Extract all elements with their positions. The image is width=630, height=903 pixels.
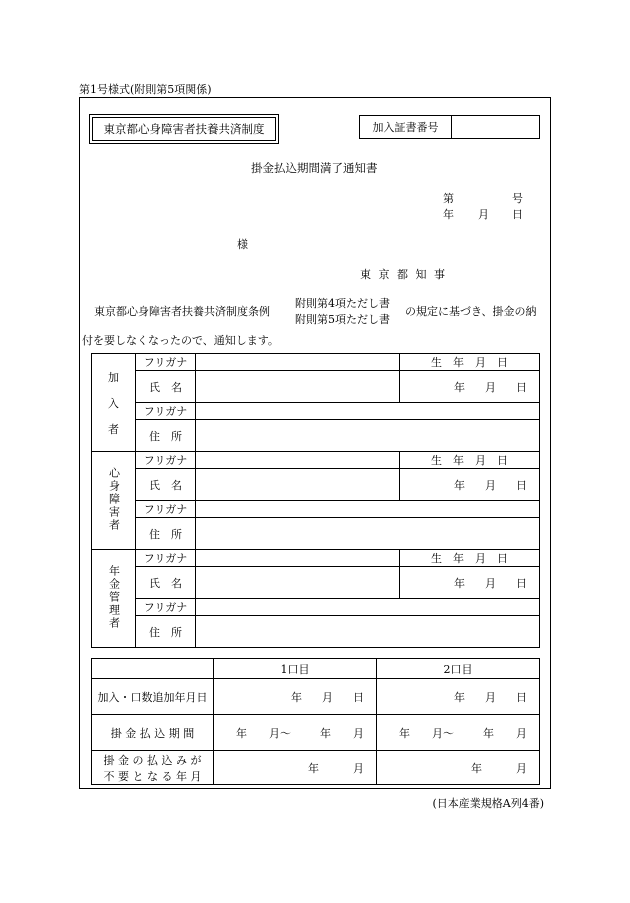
name-field[interactable] — [196, 567, 400, 599]
program-title: 東京都心身障害者扶養共済制度 — [92, 117, 276, 141]
furigana-field[interactable] — [196, 599, 540, 616]
subscriber-char-3: 者 — [108, 422, 119, 436]
m-label: 月 — [485, 478, 496, 492]
furigana-label: フリガナ — [136, 452, 196, 469]
furigana-label: フリガナ — [136, 550, 196, 567]
y-label: 年 — [454, 478, 465, 492]
furigana-field[interactable] — [196, 403, 540, 420]
furigana-field[interactable] — [196, 354, 400, 371]
m-label: 月 — [516, 761, 527, 775]
d-label: 日 — [516, 576, 527, 590]
subscriber-char-1: 加 — [108, 370, 119, 384]
body-tail1: の規定に基づき、掛金の納 — [405, 305, 537, 318]
issue-date-day: 日 — [512, 208, 523, 221]
footer-note: (日本産業規格A列4番) — [432, 797, 544, 810]
payment-period-1[interactable] — [214, 715, 377, 751]
furigana-label: フリガナ — [136, 599, 196, 616]
address-label: 住 所 — [136, 616, 196, 648]
furigana-field[interactable] — [196, 550, 400, 567]
issue-date-month: 月 — [478, 208, 489, 221]
period-from: 年 月～ — [236, 726, 291, 740]
period-to: 年 月 — [320, 726, 364, 740]
end-month-1[interactable] — [214, 751, 377, 785]
m-label: 月 — [485, 380, 496, 394]
name-field[interactable] — [196, 469, 400, 501]
furigana-label: フリガナ — [136, 403, 196, 420]
doc-number-dai: 第 — [443, 192, 454, 205]
address-label: 住 所 — [136, 518, 196, 550]
d-label: 日 — [516, 380, 527, 394]
furigana-label: フリガナ — [136, 354, 196, 371]
issue-date-year: 年 — [443, 208, 454, 221]
name-label: 氏 名 — [136, 567, 196, 599]
form-number: 第1号様式(附則第5項関係) — [79, 83, 212, 96]
d-label: 日 — [516, 690, 527, 704]
section-label-pension-manager — [92, 550, 136, 648]
info-table — [91, 353, 540, 648]
payment-header-blank — [92, 659, 214, 679]
doc-number-go: 号 — [512, 192, 523, 205]
addressee-suffix: 様 — [237, 238, 248, 251]
payment-table — [91, 658, 540, 785]
m-label: 月 — [485, 690, 496, 704]
period-from: 年 月～ — [399, 726, 454, 740]
birthdate-field[interactable] — [400, 371, 540, 403]
name-label: 氏 名 — [136, 469, 196, 501]
d-label: 日 — [353, 690, 364, 704]
issuer: 東 京 都 知 事 — [360, 268, 447, 281]
join-date-1[interactable] — [214, 679, 377, 715]
body-tail2: 付を要しなくなったので、通知します。 — [82, 334, 279, 347]
body-ordinance: 東京都心身障害者扶養共済制度条例 — [94, 305, 270, 318]
birthdate-label: 生 年 月 日 — [400, 550, 540, 567]
y-label: 年 — [454, 690, 465, 704]
document-title: 掛金払込期間満了通知書 — [251, 161, 378, 175]
section-label-disabled — [92, 452, 136, 550]
row-end-month-label — [92, 751, 214, 785]
disabled-label: 心身障害者 — [107, 466, 121, 532]
pension-manager-label: 年金管理者 — [107, 564, 121, 630]
certificate-number-box — [359, 115, 540, 139]
program-title-box — [89, 114, 279, 144]
birthdate-label: 生 年 月 日 — [400, 354, 540, 371]
address-label: 住 所 — [136, 420, 196, 452]
birthdate-label: 生 年 月 日 — [400, 452, 540, 469]
m-label: 月 — [322, 690, 333, 704]
birthdate-field[interactable] — [400, 469, 540, 501]
y-label: 年 — [471, 761, 482, 775]
name-label: 氏 名 — [136, 371, 196, 403]
col-second-unit: 2口目 — [377, 659, 540, 679]
y-label: 年 — [291, 690, 302, 704]
furigana-field[interactable] — [196, 501, 540, 518]
payment-period-2[interactable] — [377, 715, 540, 751]
y-label: 年 — [454, 380, 465, 394]
end-month-2[interactable] — [377, 751, 540, 785]
body-clause1: 附則第4項ただし書 — [295, 297, 390, 310]
furigana-label: フリガナ — [136, 501, 196, 518]
body-clause2: 附則第5項ただし書 — [295, 313, 390, 326]
m-label: 月 — [353, 761, 364, 775]
row-join-date-label: 加入・口数追加年月日 — [92, 679, 214, 715]
address-field[interactable] — [196, 420, 540, 452]
join-date-2[interactable] — [377, 679, 540, 715]
address-field[interactable] — [196, 518, 540, 550]
period-to: 年 月 — [483, 726, 527, 740]
y-label: 年 — [308, 761, 319, 775]
name-field[interactable] — [196, 371, 400, 403]
furigana-field[interactable] — [196, 452, 400, 469]
row-payment-period-label: 掛 金 払 込 期 間 — [92, 715, 214, 751]
address-field[interactable] — [196, 616, 540, 648]
m-label: 月 — [485, 576, 496, 590]
birthdate-field[interactable] — [400, 567, 540, 599]
row-end-month-line1: 掛 金 の 払 込 み が — [103, 753, 202, 767]
subscriber-char-2: 入 — [108, 396, 119, 410]
col-first-unit: 1口目 — [214, 659, 377, 679]
y-label: 年 — [454, 576, 465, 590]
certificate-number-label: 加入証書番号 — [360, 116, 452, 138]
d-label: 日 — [516, 478, 527, 492]
section-label-subscriber — [92, 354, 136, 452]
row-end-month-line2: 不 要 と な る 年 月 — [103, 769, 202, 783]
